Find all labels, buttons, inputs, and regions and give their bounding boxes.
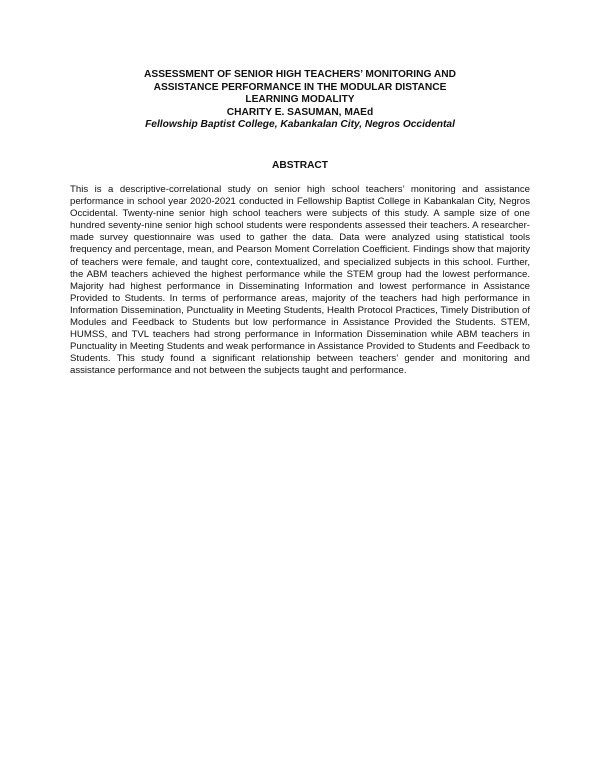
- author-name: CHARITY E. SASUMAN, MAEd: [226, 106, 374, 118]
- title-block: [70, 69, 530, 132]
- paper-title-line-3: LEARNING MODALITY: [245, 94, 355, 106]
- abstract-heading: ABSTRACT: [271, 160, 329, 171]
- author-affiliation: Fellowship Baptist College, Kabankalan City, Negros Occidental: [145, 119, 455, 131]
- paper-title-line-1: ASSESSMENT OF SENIOR HIGH TEACHERS’ MONITORING AND: [144, 69, 456, 80]
- paper-title-line-2: ASSISTANCE PERFORMANCE IN THE MODULAR DISTANCE: [153, 81, 447, 93]
- abstract-paragraph: This is a descriptive-correlational study on senior high school teachers’ monitoring and assistance performance in school year 2020-2021 conducted in Fellowship Baptist College in Kabankalan City, Negros Occidental. Twenty-nine senior high school teachers were subjects of this study. A sample size of one hundred seventy-nine senior high school students were respondents assessed their teachers. A researcher-made survey questionnaire was used to gather the data. Data were analyzed using statistical tools frequency and percentage, mean, and Pearson Moment Correlation Coefficient. Findings show that majority of teachers were female, and taught core, contextualized, and specialized subjects in this school. Further, the ABM teachers achieved the highest performance while the STEM group had the lowest performance. Majority had highest performance in Disseminating Information and lowest performance in Assistance Provided to Students. In terms of performance areas, majority of the teachers had high performance in Information Dissemination, Punctuality in Meeting Students, Health Protocol Practices, Timely Distribution of Modules and Feedback to Students but low performance in Assistance Provided the Students. STEM, HUMSS, and TVL teachers had strong performance in Information Dissemination while ABM teachers in Punctuality in Meeting Students and weak performance in Assistance Provided to Students and Feedback to Students. This study found a significant relationship between teachers’ gender and monitoring and assistance performance and not between the subjects taught and performance.: [70, 184, 530, 377]
